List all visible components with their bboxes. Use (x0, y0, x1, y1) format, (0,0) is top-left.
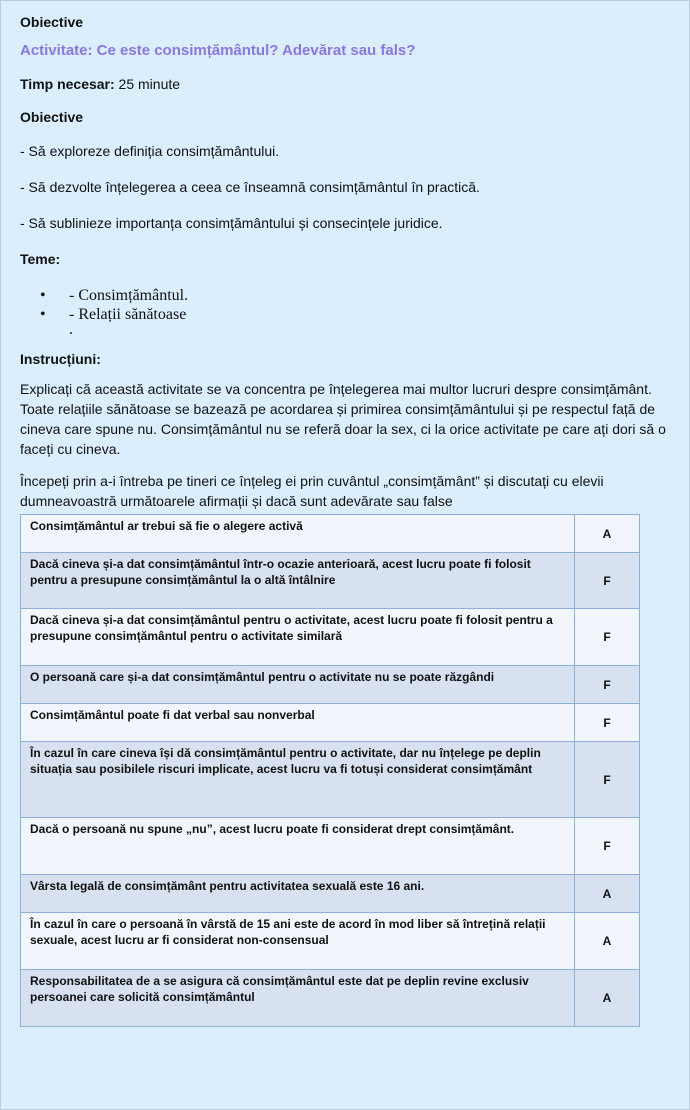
teme-trailing-dot: . (69, 321, 73, 338)
instructions-paragraph: Explicați că această activitate se va concentra pe înțelegerea mai multor lucruri despre consimțământ. Toate relațiile sănătoase se bazează pe acordarea și primirea consimțământului și pe respectul față de cineva care spune nu. Consimțământul nu se referă doar la sex, ci la orice activitate pe care ați dori să o faceți cu cineva. (20, 381, 666, 457)
objective-item: - Să exploreze definiția consimțământului. (20, 143, 280, 159)
objective-item: - Să sublinieze importanța consimțământului și consecințele juridice. (20, 215, 443, 231)
answer-cell: F (575, 704, 640, 742)
objective-item: - Să dezvolte înțelegerea a ceea ce înseamnă consimțământul în practică. (20, 179, 480, 195)
list-item (20, 305, 669, 324)
answer-cell: F (575, 742, 640, 818)
answer-cell: A (575, 875, 640, 913)
answer-cell: A (575, 913, 640, 970)
bullet-icon: • (40, 306, 46, 323)
answer-cell: F (575, 818, 640, 875)
statements-table (20, 514, 640, 1027)
table-row (21, 875, 640, 913)
statement-cell: Vârsta legală de consimțământ pentru activitatea sexuală este 16 ani. (21, 875, 575, 913)
objectives-heading: Obiective (20, 109, 84, 125)
teme-item: - Consimțământul. (69, 287, 189, 304)
table-row (21, 818, 640, 875)
answer-cell: F (575, 553, 640, 609)
teme-heading: Teme: (20, 251, 61, 267)
objectives-section (20, 108, 669, 232)
statement-cell: Dacă o persoană nu spune „nu”, acest lucru poate fi considerat drept consimțământ. (21, 818, 575, 875)
statement-cell: O persoană care și-a dat consimțământul pentru o activitate nu se poate răzgândi (21, 666, 575, 704)
statement-cell: Responsabilitatea de a se asigura că consimțământul este dat pe deplin revine exclusiv persoanei care solicită consimțământul (21, 970, 575, 1027)
section-label: Obiective (20, 14, 84, 30)
list-item (20, 286, 669, 305)
statement-cell: Consimțământul poate fi dat verbal sau nonverbal (21, 704, 575, 742)
table-row (21, 609, 640, 666)
time-label: Timp necesar: (20, 76, 115, 92)
teme-list (20, 286, 669, 324)
answer-cell: A (575, 515, 640, 553)
statement-cell: Dacă cineva și-a dat consimțământul într-o ocazie anterioară, acest lucru poate fi folosit pentru a presupune consimțământul la o altă întâlnire (21, 553, 575, 609)
table-row (21, 553, 640, 609)
table-row (21, 515, 640, 553)
instructions-paragraph: Începeți prin a-i întreba pe tineri ce înțeleg ei prin cuvântul „consimțământ” și discutați cu elevii dumneavoastră următoarele afirmații și dacă sunt adevărate sau false (20, 473, 604, 509)
statement-cell: Dacă cineva și-a dat consimțământul pentru o activitate, acest lucru poate fi folosit pentru a presupune consimțământul pentru o activitate similară (21, 609, 575, 666)
answer-cell: F (575, 666, 640, 704)
teme-section (20, 250, 669, 342)
time-required (20, 75, 669, 93)
table-row (21, 742, 640, 818)
answer-cell: A (575, 970, 640, 1027)
table-row (21, 913, 640, 970)
activity-title: Activitate: Ce este consimțământul? Adevărat sau fals? (20, 42, 416, 59)
answer-cell: F (575, 609, 640, 666)
table-row (21, 704, 640, 742)
table-row (21, 666, 640, 704)
bullet-icon: • (40, 287, 46, 304)
table-row (21, 970, 640, 1027)
statement-cell: În cazul în care o persoană în vârstă de 15 ani este de acord în mod liber să întrețină relații sexuale, acest lucru ar fi considerat non-consensual (21, 913, 575, 970)
time-value: 25 minute (114, 76, 181, 92)
instructions-heading: Instrucțiuni: (20, 351, 101, 367)
statement-cell: În cazul în care cineva își dă consimțământul pentru o activitate, dar nu înțelege pe deplin situația sau posibilele riscuri implicate, acest lucru va fi totuși considerat consimțământ (21, 742, 575, 818)
statement-cell: Consimțământul ar trebui să fie o alegere activă (21, 515, 575, 553)
teme-item: - Relații sănătoase (69, 306, 187, 323)
